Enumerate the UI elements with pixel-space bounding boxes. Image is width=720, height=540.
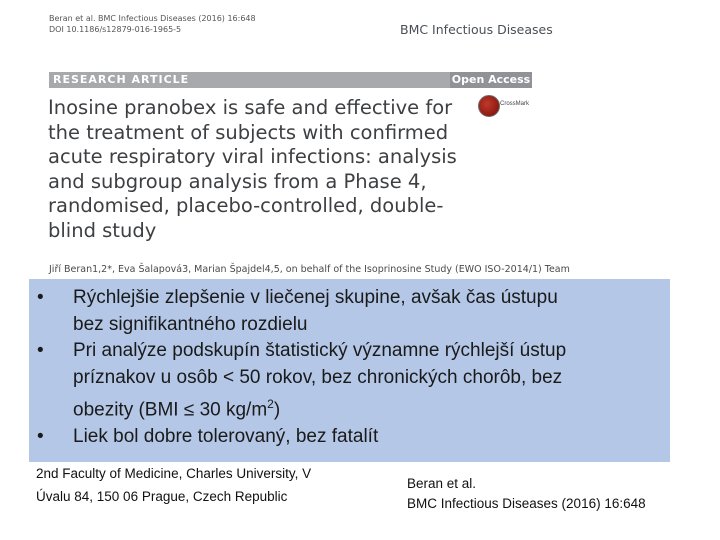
title-line: randomised, placebo-controlled, double- <box>48 194 444 217</box>
title-line: blind study <box>48 218 157 242</box>
title-line: acute respiratory viral infections: analysis <box>48 145 457 168</box>
bullet-text-line: bez signifikantného rozdielu <box>73 313 308 335</box>
crossmark-label: CrossMark <box>500 101 530 107</box>
citation <box>407 474 646 514</box>
summary-bullet <box>37 338 662 424</box>
journal-name: BMC Infectious Diseases <box>400 22 553 37</box>
journal-reference <box>49 13 256 35</box>
bullet-text-line: Rýchlejšie zlepšenie v liečenej skupine, avšak čas ústupu <box>73 287 558 308</box>
affiliation-line: 2nd Faculty of Medicine, Charles University, V <box>36 466 312 481</box>
summary-bullet <box>37 285 662 338</box>
author-list: Jiří Beran1,2*, Eva Šalapová3, Marian Špajdel4,5, on behalf of the Isoprinosine Study (EWO ISO-2014/1) Team <box>49 264 570 275</box>
summary-bullet <box>37 424 662 451</box>
crossmark-logo <box>478 95 538 117</box>
bullet-text-segment: obezity (BMI ≤ 30 kg/m <box>73 399 268 421</box>
bullet-marker: • <box>37 340 44 361</box>
article-type-bar <box>49 72 532 88</box>
summary-overlay <box>29 279 670 462</box>
bullet-text-line: Pri analýze podskupín štatistický významne rýchlejší ústup <box>73 340 567 361</box>
bullet-marker: • <box>37 425 44 447</box>
open-access-label: Open Access <box>451 73 531 86</box>
paper-title <box>48 96 468 243</box>
title-line: the treatment of subjects with confirmed <box>48 120 449 144</box>
title-line: and subgroup analysis from a Phase 4, <box>48 169 427 193</box>
crossmark-icon <box>478 95 500 117</box>
bullet-text-line: príznakov u osôb < 50 rokov, bez chronických chorôb, bez <box>73 366 563 388</box>
doi-line: DOI 10.1186/s12879-016-1965-5 <box>49 25 182 34</box>
title-line: Inosine pranobex is safe and effective for <box>48 96 453 119</box>
affiliation-line: Úvalu 84, 150 06 Prague, Czech Republic <box>36 489 288 504</box>
bullet-text-segment: ) <box>273 399 281 421</box>
article-type-label: RESEARCH ARTICLE <box>53 73 190 86</box>
bullet-text-line <box>73 391 662 424</box>
citation-authors: Beran et al. <box>407 476 477 491</box>
bullet-marker: • <box>37 287 44 308</box>
bullet-text-line: Liek bol dobre tolerovaný, bez fatalít <box>73 425 379 447</box>
journal-reference-line: Beran et al. BMC Infectious Diseases (2016) 16:648 <box>49 14 256 23</box>
citation-source: BMC Infectious Diseases (2016) 16:648 <box>407 496 646 511</box>
superscript: 2 <box>267 397 274 411</box>
